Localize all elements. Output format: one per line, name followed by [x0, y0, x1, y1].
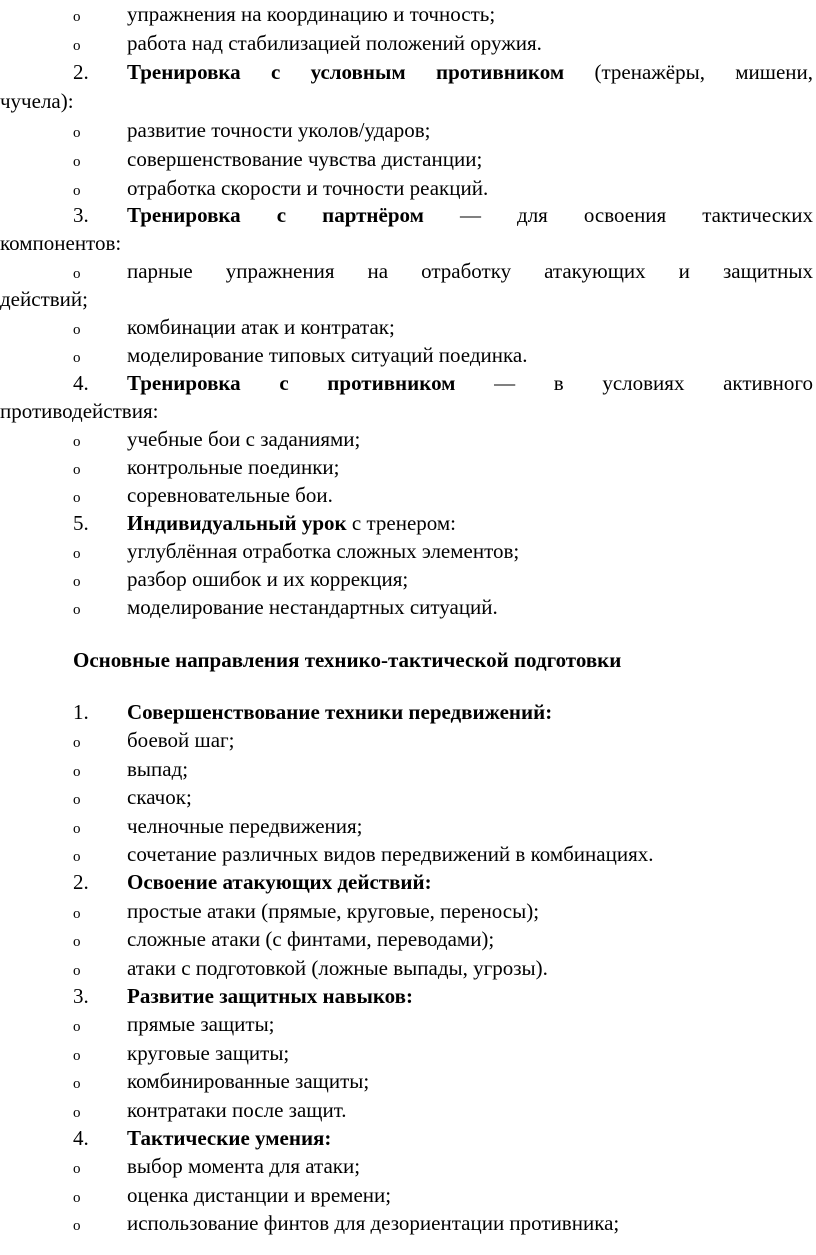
- paragraph-number: 5.: [73, 511, 89, 535]
- list-item-text: простые атаки (прямые, круговые, переносы);: [127, 898, 540, 923]
- list-item-text: парные упражнения на отработку атакующих и защитных: [127, 259, 813, 283]
- bullet-marker: o: [73, 934, 81, 951]
- list-item: [0, 257, 816, 285]
- list-item-text: сложные атаки (с финтами, переводами);: [127, 927, 495, 952]
- list-item-text: контрольные поединки;: [127, 455, 340, 479]
- paragraph-first-line: [127, 201, 813, 229]
- bullet-marker: o: [73, 322, 81, 338]
- list-item: [0, 1067, 816, 1095]
- group-title: Тактические умения:: [127, 1126, 332, 1150]
- bullet-marker: o: [73, 154, 81, 170]
- list-item: [0, 840, 816, 868]
- section-heading: [0, 646, 816, 674]
- bullet-marker: o: [73, 792, 81, 809]
- list-item-text: развитие точности уколов/ударов;: [127, 118, 431, 142]
- list-item: [0, 593, 816, 621]
- list-item-text: моделирование типовых ситуаций поединка.: [127, 343, 528, 367]
- bullet-marker: o: [73, 125, 81, 141]
- list-item: [0, 954, 816, 982]
- list-item-text: работа над стабилизацией положений оружия.: [127, 31, 542, 55]
- list-item-text: моделирование нестандартных ситуаций.: [127, 595, 498, 619]
- paragraph-title: Тренировка с противником: [127, 371, 456, 395]
- list-item-text: выпад;: [127, 756, 189, 781]
- list-item: [0, 341, 816, 369]
- list-item: [0, 897, 816, 925]
- list-item: [0, 481, 816, 509]
- paragraph-title: Тренировка с условным противником: [127, 60, 565, 84]
- list-item-text: комбинации атак и контратак;: [127, 315, 395, 339]
- group-title-line: [0, 1124, 816, 1152]
- paragraph-cont-text: чучела):: [0, 89, 74, 113]
- bullet-marker: o: [73, 1218, 81, 1235]
- list-item-text: сочетание различных видов передвижений в комбинациях.: [127, 842, 654, 866]
- paragraph-cont-text: компонентов:: [0, 231, 122, 255]
- group-number: 1.: [73, 700, 89, 724]
- paragraph-title: Тренировка с партнёром: [127, 203, 424, 227]
- group-number: 3.: [73, 984, 89, 1008]
- paragraph-title: Индивидуальный урок: [127, 511, 347, 535]
- bullet-marker: o: [73, 183, 81, 199]
- list-item-text: соревновательные бои.: [127, 483, 333, 507]
- bullet-marker: o: [73, 735, 81, 752]
- bullet-marker: o: [73, 1161, 81, 1178]
- bullet-marker: o: [73, 1047, 81, 1064]
- list-item-text: контратаки после защит.: [127, 1097, 347, 1122]
- group-number: 4.: [73, 1126, 89, 1150]
- paragraph-number: 2.: [73, 60, 89, 84]
- bullet-marker: o: [73, 350, 81, 366]
- list-item: [0, 116, 816, 144]
- list-item: [0, 1096, 816, 1124]
- list-item: [0, 1209, 816, 1237]
- paragraph-first-line: [127, 509, 456, 537]
- numbered-paragraph: [0, 201, 816, 229]
- list-item: [0, 29, 816, 57]
- list-item-text: разбор ошибок и их коррекция;: [127, 567, 409, 591]
- list-item: [0, 925, 816, 953]
- list-item: [0, 1039, 816, 1067]
- group-title-line: [0, 868, 816, 896]
- bullet-marker: o: [73, 1104, 81, 1121]
- list-item-text: выбор момента для атаки;: [127, 1154, 361, 1179]
- bullet-marker: o: [73, 434, 81, 450]
- list-item-text: прямые защиты;: [127, 1012, 275, 1037]
- list-item-continuation: [0, 285, 816, 313]
- list-item-text: атаки с подготовкой (ложные выпады, угрозы).: [127, 955, 548, 980]
- numbered-paragraph: [0, 509, 816, 537]
- bullet-marker: o: [73, 820, 81, 837]
- paragraph-text: (тренажёры, мишени,: [564, 60, 813, 84]
- group-title-line: [0, 982, 816, 1010]
- list-item: [0, 425, 816, 453]
- bullet-marker: o: [73, 9, 81, 25]
- section-heading-text: Основные направления технико-тактической подготовки: [73, 648, 622, 672]
- bullet-marker: o: [73, 266, 81, 282]
- bullet-marker: o: [73, 38, 81, 54]
- bullet-marker: o: [73, 849, 81, 865]
- list-item-text: углублённая отработка сложных элементов;: [127, 539, 520, 563]
- group-title-line: [0, 698, 816, 726]
- list-item: [0, 726, 816, 754]
- bullet-marker: o: [73, 602, 81, 618]
- list-item-text: оценка дистанции и времени;: [127, 1182, 392, 1207]
- paragraph-continuation: [0, 229, 816, 257]
- list-item: [0, 1010, 816, 1038]
- paragraph-continuation: [0, 87, 816, 115]
- paragraph-cont-text: противодействия:: [0, 399, 159, 423]
- bullet-marker: o: [73, 1019, 81, 1036]
- list-item-text: челночные передвижения;: [127, 813, 363, 838]
- numbered-paragraph: [0, 369, 816, 397]
- bullet-marker: o: [73, 962, 81, 979]
- paragraph-first-line: [127, 369, 813, 397]
- list-item-text: комбинированные защиты;: [127, 1069, 370, 1094]
- bullet-marker: o: [73, 1189, 81, 1206]
- list-item: [0, 174, 816, 202]
- list-item-text: учебные бои с заданиями;: [127, 427, 361, 451]
- paragraph-text: — для освоения тактических: [423, 203, 814, 227]
- group-title: Освоение атакующих действий:: [127, 870, 432, 895]
- bullet-marker: o: [73, 574, 81, 590]
- list-item-text: скачок;: [127, 785, 192, 810]
- list-item-cont-text: действий;: [0, 287, 88, 311]
- group-title: Развитие защитных навыков:: [127, 984, 413, 1008]
- bullet-marker: o: [73, 763, 81, 780]
- list-item-text: отработка скорости и точности реакций.: [127, 176, 489, 200]
- list-item: [0, 537, 816, 565]
- paragraph-text: — в условиях активного: [455, 371, 813, 395]
- list-item-text: боевой шаг;: [127, 728, 235, 753]
- bullet-marker: o: [73, 905, 81, 922]
- bullet-marker: o: [73, 490, 81, 506]
- list-item-text: совершенствование чувства дистанции;: [127, 147, 483, 171]
- list-item: [0, 313, 816, 341]
- list-item: [0, 812, 816, 840]
- bullet-marker: o: [73, 1076, 81, 1093]
- paragraph-text: с тренером:: [346, 511, 456, 535]
- paragraph-continuation: [0, 397, 816, 425]
- bullet-marker: o: [73, 462, 81, 478]
- list-item-text: упражнения на координацию и точность;: [127, 2, 496, 26]
- numbered-paragraph: [0, 58, 816, 86]
- list-item: [0, 783, 816, 811]
- paragraph-number: 3.: [73, 203, 89, 227]
- list-item: [0, 145, 816, 173]
- group-number: 2.: [73, 870, 89, 895]
- paragraph-first-line: [127, 58, 813, 86]
- group-title: Совершенствование техники передвижений:: [127, 700, 553, 724]
- list-item: [0, 1152, 816, 1180]
- list-item: [0, 1181, 816, 1209]
- list-item-text: круговые защиты;: [127, 1040, 290, 1065]
- bullet-marker: o: [73, 546, 81, 562]
- list-item: [0, 565, 816, 593]
- paragraph-number: 4.: [73, 371, 89, 395]
- list-item: [0, 0, 816, 28]
- list-item: [0, 453, 816, 481]
- list-item-text: использование финтов для дезориентации противника;: [127, 1211, 620, 1236]
- list-item: [0, 755, 816, 783]
